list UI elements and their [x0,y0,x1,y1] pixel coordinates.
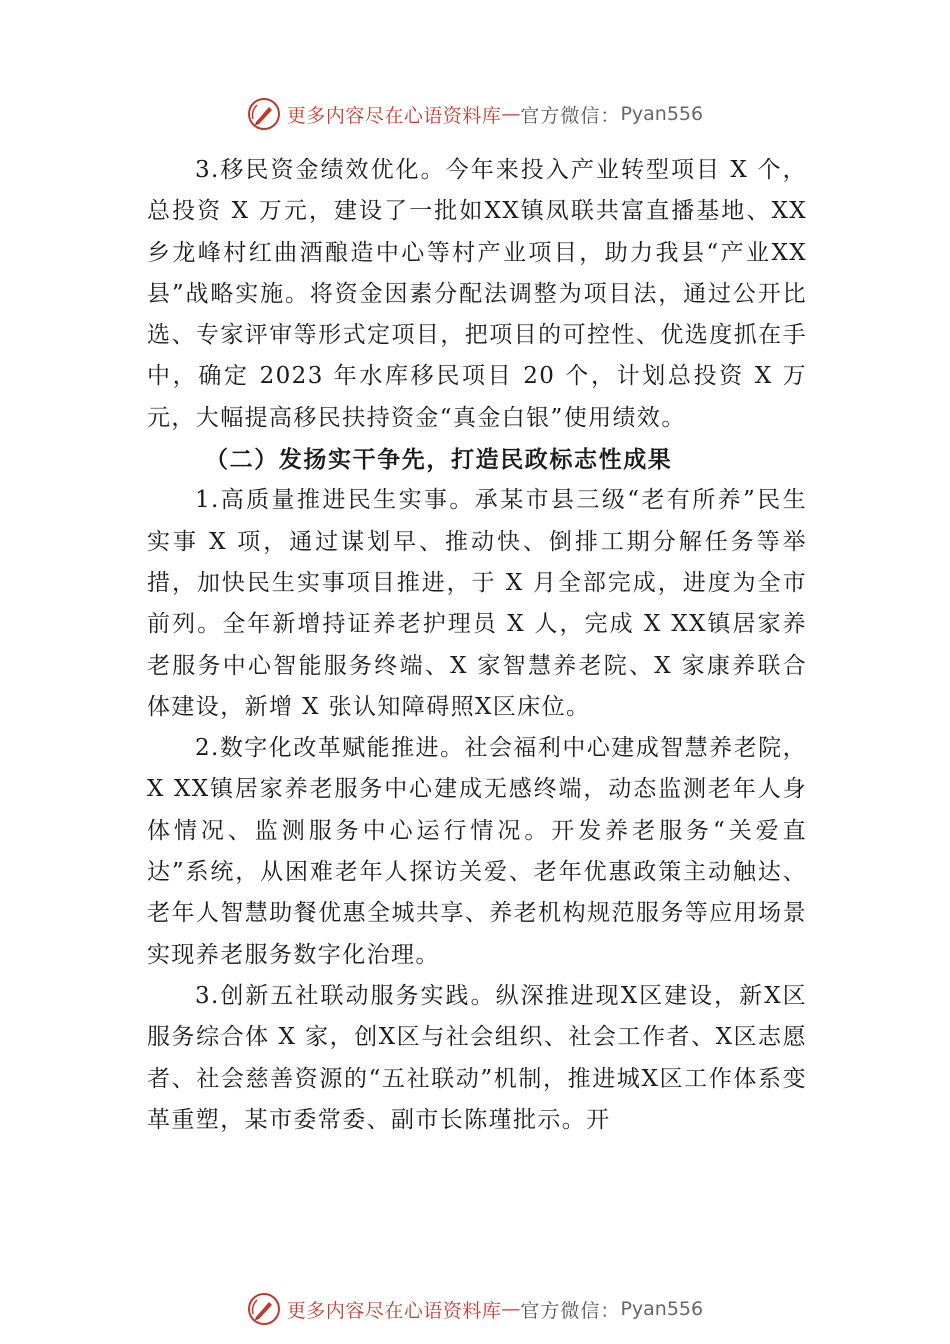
paragraph-livelihood: 1.高质量推进民生实事。承某市县三级“老有所养”民生实事 X 项，通过谋划早、推动快、倒排工期分解任务等举措，加快民生实事项目推进，于 X 月全部完成，进度为全市前列。全年新增持证养老护理员 X 人，完成 X XX镇居家养老服务中心智能服务终端、X 家智慧养老院、X 家康养联合体建设，新增 X 张认知障碍照X区床位。 [147,487,807,720]
watermark-banner-bottom [0,1291,950,1327]
watermark-separator: — [501,103,521,125]
section-heading: （二）发扬实干争先，打造民政标志性成果 [205,446,673,474]
pen-logo-icon [247,1292,281,1326]
watermark-banner-top [0,96,950,132]
watermark-separator: — [501,1298,521,1320]
paragraph-five-society: 3.创新五社联动服务实践。纵深推进现X区建设，新X区服务综合体 X 家，创X区与社会组织、社会工作者、X区志愿者、社会慈善资源的“五社联动”机制，推进城X区工作体系变革重塑，某市委常委、副市长陈瑾批示。开 [147,982,807,1133]
paragraph-migrant-funds: 3.移民资金绩效优化。今年来投入产业转型项目 X 个，总投资 X 万元，建设了一批如XX镇凤联共富直播基地、XX乡龙峰村红曲酒酿造中心等村产业项目，助力我县“产业XX县”战略实施。将资金因素分配法调整为项目法，通过公开比选、专家评审等形式定项目，把项目的可控性、优选度抓在手中，确定 2023 年水库移民项目 20 个，计划总投资 X 万元，大幅提高移民扶持资金“真金白银”使用绩效。 [147,157,807,431]
watermark-prefix: 更多内容尽在心语资料库 [286,1299,502,1322]
pen-logo-icon [247,97,281,131]
document-body [147,150,807,1141]
watermark-prefix: 更多内容尽在心语资料库 [286,104,502,127]
watermark-label: 官方微信： [520,1299,621,1322]
watermark-label: 官方微信： [520,104,621,127]
paragraph-digital-reform: 2.数字化改革赋能推进。社会福利中心建成智慧养老院，X XX镇居家养老服务中心建成无感终端，动态监测老年人身体情况、监测服务中心运行情况。开发养老服务“关爱直达”系统，从困难老年人探访关爱、老年优惠政策主动触达、老年人智慧助餐优惠全城共享、养老机构规范服务等应用场景实现养老服务数字化治理。 [147,735,807,968]
watermark-account: Pyan556 [620,103,704,125]
watermark-account: Pyan556 [620,1298,704,1320]
